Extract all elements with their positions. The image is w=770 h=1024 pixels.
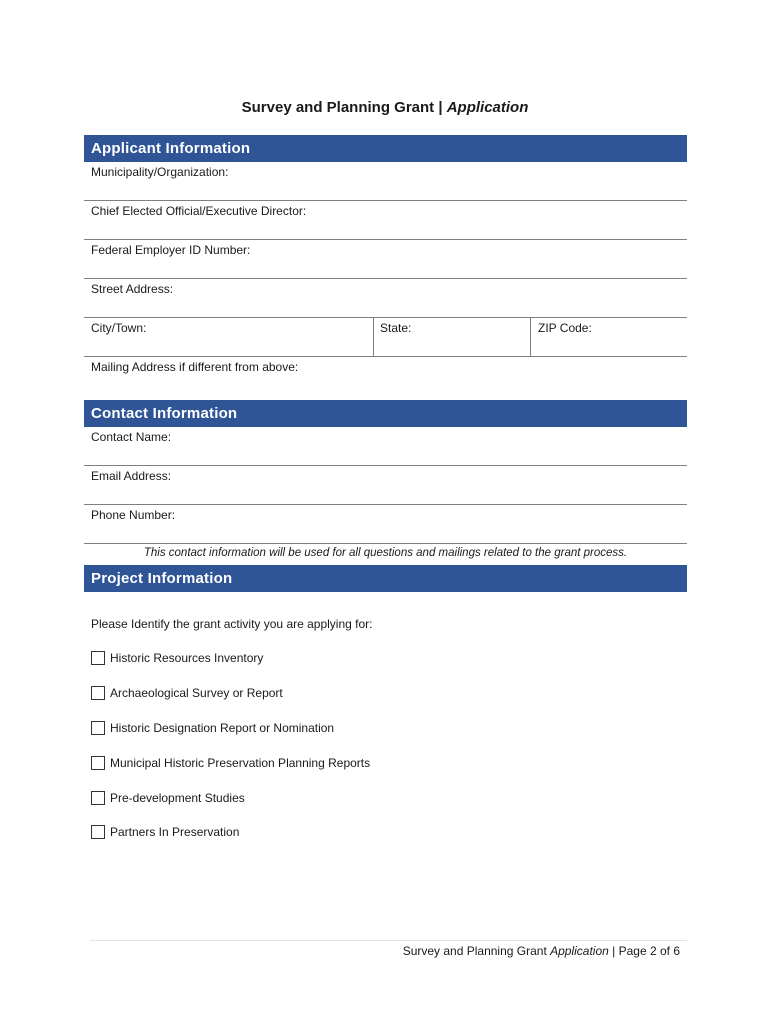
project-section-header: Project Information: [84, 565, 687, 592]
mailing-address-row[interactable]: [84, 357, 687, 397]
city-state-zip-row: [84, 318, 687, 357]
fein-row[interactable]: [84, 240, 687, 279]
email-row[interactable]: [84, 466, 687, 505]
footer-suffix: | Page 2 of 6: [608, 944, 680, 958]
checkbox-icon[interactable]: [91, 825, 105, 839]
zip-field[interactable]: [531, 318, 687, 356]
applicant-section-header: Applicant Information: [84, 135, 687, 162]
city-label: City/Town:: [91, 321, 147, 335]
checkbox-label: Historic Designation Report or Nomination: [110, 721, 335, 735]
footer-prefix: Survey and Planning Grant: [402, 944, 551, 958]
checkbox-label: Archaeological Survey or Report: [110, 686, 283, 700]
fein-label: Federal Employer ID Number:: [91, 243, 251, 257]
email-label: Email Address:: [91, 469, 172, 483]
city-field[interactable]: [84, 318, 373, 356]
checkbox-icon[interactable]: [91, 651, 105, 665]
page-title: [0, 99, 770, 116]
municipality-label: Municipality/Organization:: [91, 165, 229, 179]
phone-label: Phone Number:: [91, 508, 176, 522]
checkbox-icon[interactable]: [91, 686, 105, 700]
title-main: Survey and Planning Grant |: [241, 99, 447, 116]
checkbox-icon[interactable]: [91, 721, 105, 735]
chief-official-row[interactable]: [84, 201, 687, 240]
checkbox-icon[interactable]: [91, 791, 105, 805]
street-address-label: Street Address:: [91, 282, 174, 296]
municipality-row[interactable]: [84, 162, 687, 201]
state-field[interactable]: [374, 318, 530, 356]
checkbox-label: Partners In Preservation: [110, 825, 240, 839]
checkbox-label: Pre-development Studies: [110, 791, 245, 805]
contact-name-label: Contact Name:: [91, 430, 172, 444]
checkbox-label: Municipal Historic Preservation Planning Reports: [110, 756, 371, 770]
zip-label: ZIP Code:: [538, 321, 592, 335]
grant-activity-prompt: Please Identify the grant activity you are applying for:: [91, 617, 373, 631]
checkbox-icon[interactable]: [91, 756, 105, 770]
footer-italic: Application: [550, 944, 609, 958]
mailing-address-label: Mailing Address if different from above:: [91, 360, 299, 374]
page-footer: [403, 944, 680, 958]
title-italic: Application: [446, 99, 529, 116]
contact-name-row[interactable]: [84, 427, 687, 466]
footer-divider: [90, 940, 687, 941]
state-label: State:: [380, 321, 412, 335]
chief-official-label: Chief Elected Official/Executive Director:: [91, 204, 307, 218]
contact-section-header: Contact Information: [84, 400, 687, 427]
street-address-row[interactable]: [84, 279, 687, 318]
contact-note: This contact information will be used for all questions and mailings related to the grant process.: [143, 547, 628, 559]
phone-row[interactable]: [84, 505, 687, 544]
checkbox-label: Historic Resources Inventory: [110, 651, 264, 665]
